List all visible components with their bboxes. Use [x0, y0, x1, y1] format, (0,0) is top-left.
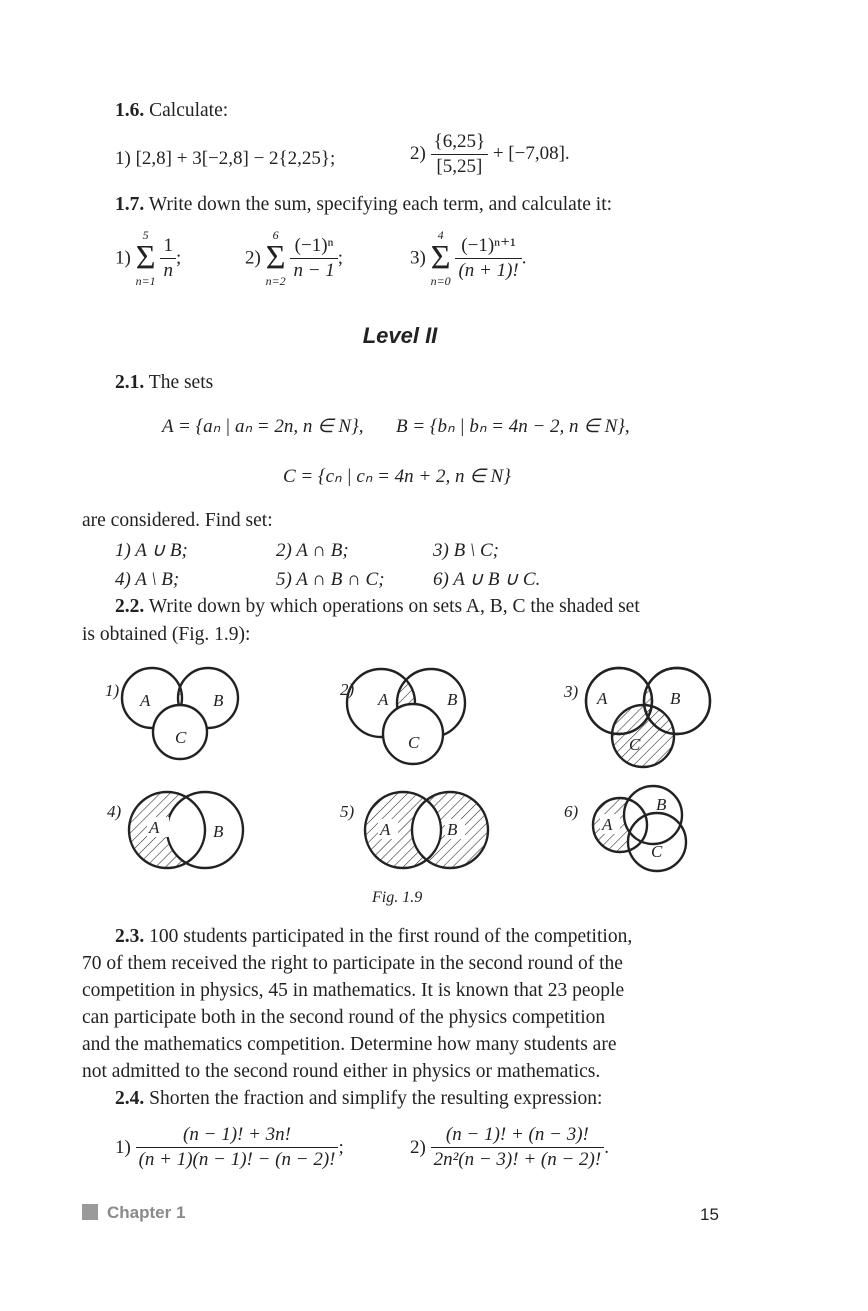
problem-1-6-item-1 [115, 145, 335, 172]
fraction [290, 234, 337, 283]
set-a-definition: A = {aₙ | aₙ = 2n, n ∈ N}, [162, 416, 364, 437]
fraction [431, 130, 489, 179]
numerator: (−1)ⁿ [290, 234, 337, 259]
set-label: C [629, 735, 641, 754]
venn-6 [564, 786, 686, 871]
venn-diagram-figure [95, 660, 735, 885]
set-label: C [408, 733, 420, 752]
set-label: C [175, 728, 187, 747]
problem-number: 2.3. [115, 926, 145, 947]
problem-2-4-item-1 [115, 1123, 344, 1172]
denominator: n [163, 259, 173, 281]
problem-1-7-heading [115, 191, 612, 218]
list-item: 6) A ∪ B ∪ C. [433, 569, 541, 590]
figure-label: 3) [564, 682, 579, 701]
list-item: 5) A ∩ B ∩ C; [276, 569, 385, 590]
problem-2-3-line: competition in physics, 45 in mathematics. It is known that 23 people [82, 980, 625, 1001]
list-item: 2) A ∩ B; [276, 540, 349, 561]
problem-prompt: The sets [148, 372, 214, 393]
venn-4 [107, 792, 243, 868]
numerator: (n − 1)! + (n − 3)! [431, 1123, 605, 1148]
figure-label: 4) [107, 802, 122, 821]
numerator: 1 [160, 234, 176, 259]
item-expression: [2,8] + 3[−2,8] − 2{2,25}; [135, 148, 336, 169]
problem-number: 1.7. [115, 194, 145, 215]
sum-sign: 4 Σ n=0 [430, 228, 451, 288]
page-number: 15 [700, 1205, 719, 1224]
punctuation: ; [337, 247, 344, 269]
problem-number: 2.4. [115, 1088, 145, 1109]
problem-prompt: Shorten the fraction and simplify the resulting expression: [149, 1088, 603, 1109]
venn-2 [340, 669, 465, 764]
set-label: B [213, 691, 224, 710]
problem-2-1-continuation: are considered. Find set: [82, 510, 273, 531]
set-label: A [140, 691, 151, 710]
problem-2-2-line-2: is obtained (Fig. 1.9): [82, 624, 251, 645]
set-c-definition: C = {cₙ | cₙ = 4n + 2, n ∈ N} [283, 466, 511, 487]
figure-label: 6) [564, 802, 579, 821]
figure-label: 2) [340, 680, 355, 699]
footer-chapter: Chapter 1 [107, 1203, 186, 1222]
set-label: B [656, 795, 667, 814]
figure-label: 5) [340, 802, 355, 821]
set-label: B [213, 822, 224, 841]
upper-limit: 5 [142, 228, 149, 242]
numerator: (n − 1)! + 3n! [136, 1123, 339, 1148]
upper-limit: 4 [437, 228, 444, 242]
set-label: A [380, 820, 391, 839]
denominator: (n + 1)! [458, 259, 519, 281]
numerator: (−1)ⁿ⁺¹ [455, 234, 521, 259]
venn-5 [340, 792, 488, 868]
problem-number: 1.6. [115, 100, 145, 121]
problem-1-6-item-2 [410, 130, 570, 179]
problem-1-7-item-3 [410, 228, 527, 288]
punctuation: . [521, 247, 527, 269]
set-label: A [597, 689, 608, 708]
sum-sign: 5 Σ n=1 [135, 228, 156, 288]
figure-caption: Fig. 1.9 [372, 889, 423, 906]
problem-text: 100 students participated in the first round of the competition, [149, 926, 633, 947]
item-label: 1) [115, 247, 131, 269]
problem-2-3-line: 70 of them received the right to participate in the second round of the [82, 953, 623, 974]
punctuation: ; [175, 247, 182, 269]
item-label: 2) [410, 1137, 426, 1158]
fraction [431, 1123, 605, 1172]
problem-2-1-heading [115, 369, 213, 396]
set-label: A [602, 815, 613, 834]
denominator: n − 1 [293, 259, 335, 281]
problem-2-4-heading [115, 1085, 602, 1112]
problem-1-6-heading [115, 97, 228, 124]
problem-prompt: Write down the sum, specifying each term, and calculate it: [148, 194, 613, 215]
item-label: 3) [410, 247, 426, 269]
item-label: 1) [115, 1137, 131, 1158]
problem-2-3-line: not admitted to the second round either in physics or mathematics. [82, 1061, 601, 1082]
problem-1-7-item-2 [245, 228, 343, 288]
fraction [160, 234, 176, 283]
set-label: B [670, 689, 681, 708]
footer-marker [82, 1204, 98, 1220]
figure-label: 1) [105, 681, 120, 700]
item-expression: + [−7,08]. [492, 142, 570, 164]
upper-limit: 6 [272, 228, 279, 242]
problem-1-7-item-1 [115, 228, 181, 288]
item-label: 2) [410, 142, 426, 164]
problem-number: 2.2. [115, 596, 145, 617]
fraction [136, 1123, 339, 1172]
numerator: {6,25} [431, 130, 489, 155]
denominator: 2n²(n − 3)! + (n − 2)! [433, 1149, 602, 1170]
fraction [455, 234, 521, 283]
set-label: C [651, 842, 663, 861]
problem-text: Write down by which operations on sets A, B, C the shaded set [148, 596, 640, 617]
level-heading: Level II [362, 323, 438, 348]
problem-2-2-line-1 [115, 593, 640, 620]
item-label: 1) [115, 148, 131, 169]
punctuation: . [604, 1137, 609, 1158]
list-item: 3) B \ C; [433, 540, 499, 561]
problem-prompt: Calculate: [149, 100, 229, 121]
problem-2-3-line [115, 923, 632, 950]
item-label: 2) [245, 247, 261, 269]
lower-limit: n=1 [135, 274, 156, 288]
problem-number: 2.1. [115, 372, 145, 393]
sum-sign: 6 Σ n=2 [265, 228, 286, 288]
lower-limit: n=2 [265, 274, 286, 288]
problem-2-3-line: and the mathematics competition. Determine how many students are [82, 1034, 617, 1055]
set-label: B [447, 690, 458, 709]
set-label: A [149, 818, 160, 837]
denominator: (n + 1)(n − 1)! − (n − 2)! [138, 1149, 336, 1170]
list-item: 1) A ∪ B; [115, 540, 188, 561]
set-b-definition: B = {bₙ | bₙ = 4n − 2, n ∈ N}, [396, 416, 630, 437]
problem-2-4-item-2 [410, 1123, 609, 1172]
list-item: 4) A \ B; [115, 569, 180, 590]
denominator: [5,25] [436, 156, 483, 177]
problem-2-3-line: can participate both in the second round of the physics competition [82, 1007, 606, 1028]
set-label: A [378, 690, 389, 709]
lower-limit: n=0 [430, 274, 451, 288]
punctuation: ; [338, 1137, 344, 1158]
set-label: B [447, 820, 458, 839]
